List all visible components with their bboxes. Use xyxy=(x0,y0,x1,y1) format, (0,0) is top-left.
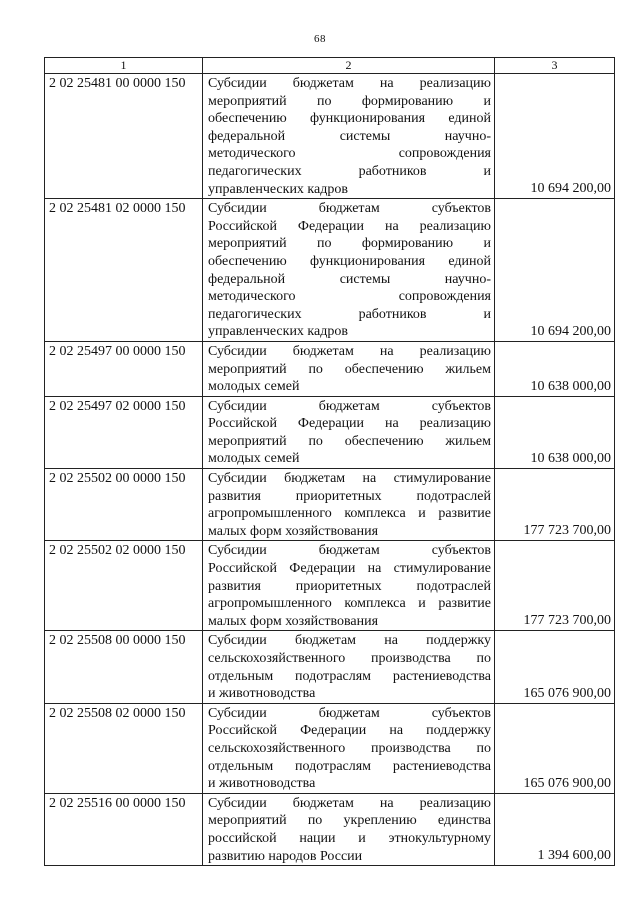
table-body xyxy=(45,74,615,866)
description-line: Российской Федерации на реализацию xyxy=(208,416,491,432)
budget-code: 2 02 25508 02 0000 150 xyxy=(45,703,203,793)
description-line: сельскохозяйственного производства по xyxy=(208,740,491,756)
description-line: Субсидии бюджетам субъектов xyxy=(208,201,491,217)
budget-amount: 10 694 200,00 xyxy=(495,199,615,342)
description-line: методического сопровождения xyxy=(208,146,491,162)
description-line: молодых семей xyxy=(208,379,300,395)
description-line: агропромышленного комплекса и развитие xyxy=(208,596,491,612)
budget-description xyxy=(203,703,495,793)
description-line: развития приоритетных подотраслей xyxy=(208,578,491,594)
description-line: малых форм хозяйствования xyxy=(208,613,379,629)
budget-code: 2 02 25497 00 0000 150 xyxy=(45,341,203,396)
description-line: педагогических работников и xyxy=(208,306,491,322)
header-col-amount: 3 xyxy=(495,58,615,74)
description-line: методического сопровождения xyxy=(208,289,491,305)
budget-description xyxy=(203,74,495,199)
budget-code: 2 02 25508 00 0000 150 xyxy=(45,631,203,703)
description-line: развитию народов России xyxy=(208,848,363,864)
table-header xyxy=(45,58,615,74)
budget-code: 2 02 25481 02 0000 150 xyxy=(45,199,203,342)
budget-code: 2 02 25481 00 0000 150 xyxy=(45,74,203,199)
description-line: мероприятий по укреплению единства xyxy=(208,813,491,829)
description-line: управленческих кадров xyxy=(208,181,348,197)
description-line: Субсидии бюджетам на реализацию xyxy=(208,795,491,811)
description-line: Субсидии бюджетам на поддержку xyxy=(208,633,491,649)
table-row xyxy=(45,541,615,631)
table-row xyxy=(45,74,615,199)
budget-description xyxy=(203,631,495,703)
description-line: мероприятий по обеспечению жильем xyxy=(208,361,491,377)
page-number: 68 xyxy=(314,33,326,45)
budget-amount: 177 723 700,00 xyxy=(495,541,615,631)
table-row xyxy=(45,469,615,541)
header-col-description: 2 xyxy=(203,58,495,74)
budget-amount: 10 638 000,00 xyxy=(495,341,615,396)
table-row xyxy=(45,341,615,396)
description-line: агропромышленного комплекса и развитие xyxy=(208,506,491,522)
description-line: Субсидии бюджетам на стимулирование xyxy=(208,471,491,487)
description-line: Российской Федерации на стимулирование xyxy=(208,561,491,577)
description-line: и животноводства xyxy=(208,776,316,792)
description-line: развития приоритетных подотраслей xyxy=(208,488,491,504)
table-row xyxy=(45,703,615,793)
description-line: Российской Федерации на поддержку xyxy=(208,723,491,739)
budget-description xyxy=(203,396,495,468)
budget-code: 2 02 25516 00 0000 150 xyxy=(45,793,203,865)
description-line: обеспечению функционирования единой xyxy=(208,111,491,127)
budget-code: 2 02 25502 02 0000 150 xyxy=(45,541,203,631)
table-row xyxy=(45,396,615,468)
budget-amount: 165 076 900,00 xyxy=(495,631,615,703)
description-line: мероприятий по обеспечению жильем xyxy=(208,433,491,449)
description-line: обеспечению функционирования единой xyxy=(208,253,491,269)
budget-amount: 1 394 600,00 xyxy=(495,793,615,865)
description-line: отдельным подотраслям растениеводства xyxy=(208,758,491,774)
budget-amount: 177 723 700,00 xyxy=(495,469,615,541)
budget-description xyxy=(203,199,495,342)
description-line: мероприятий по формированию и xyxy=(208,236,491,252)
budget-code: 2 02 25502 00 0000 150 xyxy=(45,469,203,541)
description-line: педагогических работников и xyxy=(208,163,491,179)
table-row xyxy=(45,793,615,865)
budget-description xyxy=(203,341,495,396)
description-line: Субсидии бюджетам субъектов xyxy=(208,398,491,414)
description-line: федеральной системы научно- xyxy=(208,128,491,144)
budget-amount: 10 694 200,00 xyxy=(495,74,615,199)
description-line: Субсидии бюджетам на реализацию xyxy=(208,343,491,359)
description-line: малых форм хозяйствования xyxy=(208,523,379,539)
budget-table xyxy=(44,57,615,866)
budget-description xyxy=(203,541,495,631)
description-line: сельскохозяйственного производства по xyxy=(208,651,491,666)
budget-description xyxy=(203,793,495,865)
budget-amount: 10 638 000,00 xyxy=(495,396,615,468)
description-line: Российской Федерации на реализацию xyxy=(208,218,491,234)
table-row xyxy=(45,631,615,703)
budget-amount: 165 076 900,00 xyxy=(495,703,615,793)
description-line: Субсидии бюджетам субъектов xyxy=(208,543,491,559)
description-line: федеральной системы научно- xyxy=(208,271,491,287)
description-line: отдельным подотраслям растениеводства xyxy=(208,668,491,684)
budget-description xyxy=(203,469,495,541)
description-line: управленческих кадров xyxy=(208,324,348,340)
budget-code: 2 02 25497 02 0000 150 xyxy=(45,396,203,468)
description-line: и животноводства xyxy=(208,686,316,702)
description-line: мероприятий по формированию и xyxy=(208,93,491,109)
description-line: Субсидии бюджетам субъектов xyxy=(208,705,491,721)
description-line: Субсидии бюджетам на реализацию xyxy=(208,76,491,91)
description-line: молодых семей xyxy=(208,451,300,467)
header-row xyxy=(45,58,615,74)
description-line: российской нации и этнокультурному xyxy=(208,830,491,846)
table-row xyxy=(45,199,615,342)
header-col-code: 1 xyxy=(45,58,203,74)
